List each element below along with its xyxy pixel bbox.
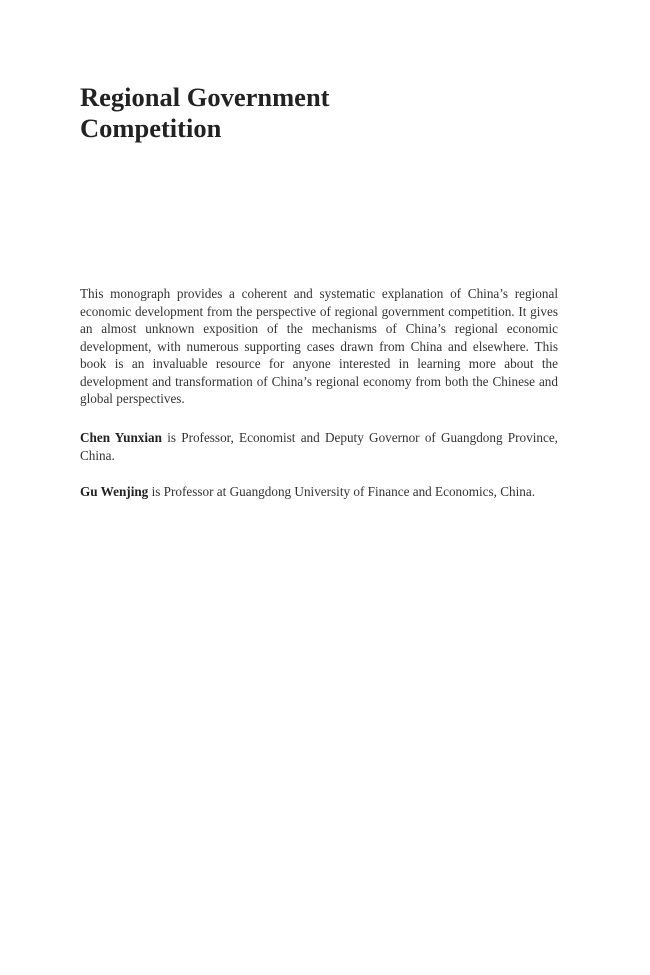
author-bio-chen — [80, 429, 558, 464]
title-line-2: Competition — [80, 113, 222, 143]
author-bio-text-gu: is Professor at Guangdong University of Finance and Economics, China. — [148, 484, 536, 499]
author-bio-text-chen: is Professor, Economist and Deputy Governor of Guangdong Province, China. — [80, 430, 558, 463]
author-name-gu: Gu Wenjing — [80, 484, 149, 499]
book-description: This monograph provides a coherent and systematic explanation of China’s regional economic development from the perspective of regional government competition. It gives an almost unknown exposition of the mechanisms of China’s regional economic development, with numerous supporting cases drawn from China and elsewhere. This book is an invaluable resource for anyone interested in learning more about the development and transformation of China’s regional economy from both the Chinese and global perspectives. — [80, 286, 558, 406]
author-name-chen: Chen Yunxian — [80, 430, 162, 445]
title-line-1: Regional Government — [80, 82, 330, 112]
book-title — [80, 82, 560, 144]
author-bio-gu — [80, 483, 558, 501]
